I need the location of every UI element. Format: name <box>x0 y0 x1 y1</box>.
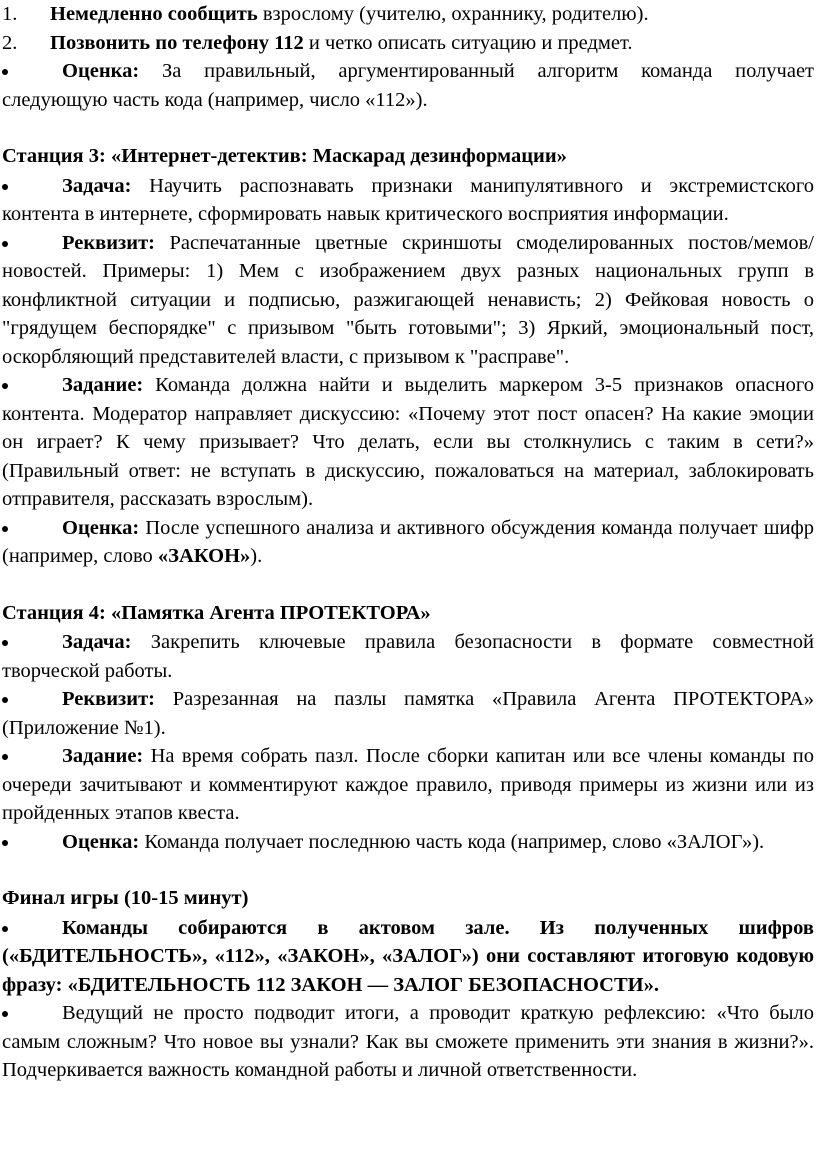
bullet-text: Научить распознавать признаки манипулятивного и экстремистского контента в интернете, сформировать навык критического восприятия информации. <box>2 174 814 225</box>
bullet-text: После успешного анализа и активного обсуждения команда получает шифр (например, слово <box>2 516 814 567</box>
finale-title: Финал игры (10-15 минут) <box>2 887 249 909</box>
station4-assignment-bullet <box>2 742 814 828</box>
bullet-label: Оценка: <box>62 830 140 853</box>
bullet-text: Распечатанные цветные скриншоты смоделированных постов/мемов/новостей. Примеры: 1) Мем с изображением двух разных национальных групп в конфликтной ситуации и подписью, разжигающей ненависть; 2) Фейковая новость о "грядущем беспорядке" с призывом "быть готовыми"; 3) Яркий, эмоциональный пост, оскорбляющий представителей власти, с призывом к "расправе". <box>2 231 814 368</box>
list-number: 2. <box>2 31 18 54</box>
station4-props-bullet <box>2 685 814 742</box>
finale-bullet-2 <box>2 999 814 1085</box>
bullet-text: Команда получает последнюю часть кода (например, слово «ЗАЛОГ»). <box>139 830 765 853</box>
list-item-2 <box>2 29 814 58</box>
list-item-bold: Немедленно сообщить <box>50 3 258 25</box>
bullet-text-end: ). <box>250 545 263 567</box>
bullet-text: Закрепить ключевые правила безопасности в формате совместной творческой работы. <box>2 631 814 682</box>
finale-bullet-1 <box>2 914 814 1000</box>
station4-score-bullet <box>2 828 814 857</box>
station3-props-bullet <box>2 229 814 372</box>
bullet-label: Реквизит: <box>62 231 155 254</box>
bullet-text: Разрезанная на пазлы памятка «Правила Агента ПРОТЕКТОРА» (Приложение №1). <box>2 688 814 739</box>
station3-title: Станция 3: «Интернет-детектив: Маскарад дезинформации» <box>2 145 567 167</box>
bullet-text: За правильный, аргументированный алгоритм команда получает следующую часть кода (например, число «112»). <box>2 60 814 111</box>
list-number: 1. <box>2 3 18 25</box>
bullet-label: Задача: <box>62 174 132 197</box>
bullet-label: Задача: <box>62 631 132 653</box>
bullet-label: Оценка: <box>62 60 140 82</box>
bullet-label: Реквизит: <box>62 688 155 710</box>
list-item-text: и четко описать ситуацию и предмет. <box>303 31 633 54</box>
bullet-text-bold: Команды собираются в актовом зале. Из полученных шифров («БДИТЕЛЬНОСТЬ», «112», «ЗАКОН», «ЗАЛОГ») они составляют итоговую кодовую фразу: «БДИТЕЛЬНОСТЬ 112 ЗАКОН — ЗАЛОГ БЕЗОПАСНОСТИ». <box>2 916 814 996</box>
list-item-text: взрослому (учителю, охраннику, родителю). <box>257 3 649 25</box>
bullet-label: Задание: <box>62 374 144 396</box>
bullet-text: Команда должна найти и выделить маркером 3-5 признаков опасного контента. Модератор направляет дискуссию: «Почему этот пост опасен? На какие эмоции он играет? К чему призывает? Что делать, если вы столкнулись с таким в сети?» (Правильный ответ: не вступать в дискуссию, пожаловаться на материал, заблокировать отправителя, рассказать взрослым). <box>2 374 814 510</box>
bullet-label: Задание: <box>62 745 144 767</box>
list-item-1 <box>2 0 814 29</box>
station3-task-bullet <box>2 172 814 229</box>
cipher-word: «ЗАКОН» <box>157 545 251 567</box>
station3-score-bullet <box>2 514 814 571</box>
bullet-text: Ведущий не просто подводит итоги, а проводит краткую рефлексию: «Что было самым сложным? Что новое вы узнали? Как вы сможете применить эти знания в жизни?». Подчеркивается важность командной работы и личной ответственности. <box>2 1002 814 1081</box>
bullet-label: Оценка: <box>62 516 140 539</box>
station4-task-bullet <box>2 628 814 685</box>
list-item-bold: Позвонить по телефону 112 <box>50 31 304 54</box>
bullet-text: На время собрать пазл. После сборки капитан или все члены команды по очереди зачитывают и комментируют каждое правило, приводя примеры из жизни или из пройденных этапов квеста. <box>2 745 814 824</box>
station3-assignment-bullet <box>2 371 814 514</box>
intro-score-bullet <box>2 57 814 114</box>
station4-title: Станция 4: «Памятка Агента ПРОТЕКТОРА» <box>2 601 431 624</box>
